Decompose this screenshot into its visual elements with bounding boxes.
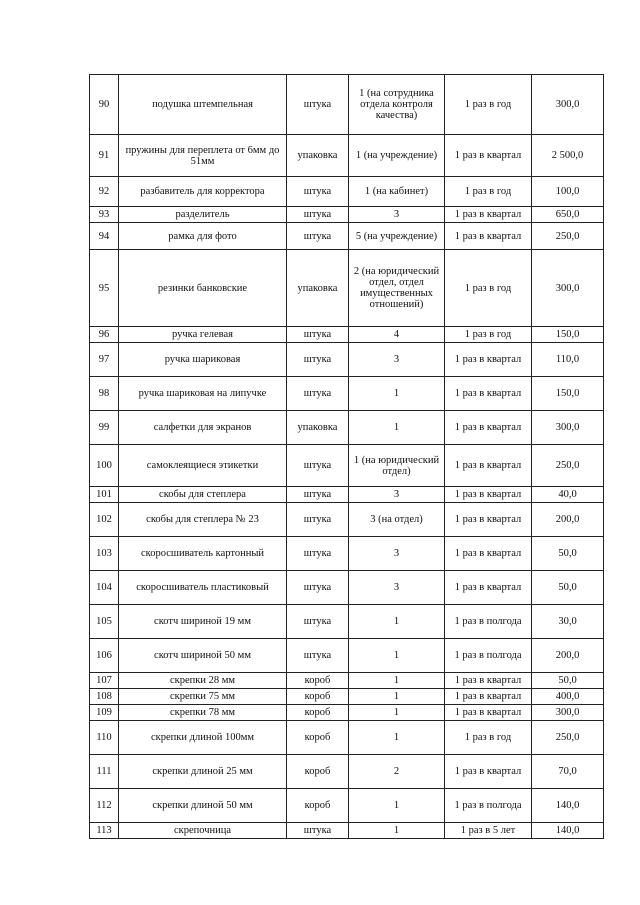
cell-quantity: 1 [349,377,445,411]
cell-number: 101 [90,487,119,503]
cell-unit: короб [287,721,349,755]
cell-number: 93 [90,207,119,223]
table-row [90,705,604,721]
supply-norms-table [89,74,604,839]
cell-frequency: 1 раз в квартал [445,445,532,487]
cell-number: 95 [90,250,119,327]
cell-quantity: 2 (на юридический отдел, отдел имущественных отношений) [349,250,445,327]
cell-quantity: 3 [349,207,445,223]
cell-item-name: рамка для фото [119,223,287,250]
table-row [90,445,604,487]
cell-price: 2 500,0 [532,135,604,177]
cell-quantity: 3 [349,537,445,571]
table-row [90,327,604,343]
table-row [90,250,604,327]
cell-item-name: салфетки для экранов [119,411,287,445]
cell-item-name: ручка шариковая на липучке [119,377,287,411]
cell-price: 200,0 [532,503,604,537]
cell-number: 109 [90,705,119,721]
table-row [90,639,604,673]
cell-frequency: 1 раз в квартал [445,755,532,789]
cell-frequency: 1 раз в квартал [445,571,532,605]
cell-item-name: скрепки длиной 100мм [119,721,287,755]
cell-quantity: 1 (на учреждение) [349,135,445,177]
cell-number: 94 [90,223,119,250]
cell-item-name: пружины для переплета от 6мм до 51мм [119,135,287,177]
cell-item-name: ручка гелевая [119,327,287,343]
cell-item-name: скобы для степлера [119,487,287,503]
cell-frequency: 1 раз в год [445,250,532,327]
cell-quantity: 4 [349,327,445,343]
cell-unit: штука [287,343,349,377]
cell-frequency: 1 раз в квартал [445,503,532,537]
cell-unit: штука [287,327,349,343]
cell-unit: штука [287,503,349,537]
cell-number: 104 [90,571,119,605]
cell-quantity: 1 [349,639,445,673]
cell-quantity: 1 [349,789,445,823]
cell-quantity: 3 [349,487,445,503]
cell-item-name: самоклеящиеся этикетки [119,445,287,487]
cell-unit: упаковка [287,250,349,327]
cell-quantity: 1 [349,705,445,721]
cell-number: 97 [90,343,119,377]
cell-quantity: 5 (на учреждение) [349,223,445,250]
cell-frequency: 1 раз в полгода [445,639,532,673]
cell-item-name: скрепки 28 мм [119,673,287,689]
cell-item-name: скрепки 75 мм [119,689,287,705]
cell-item-name: скрепки длиной 50 мм [119,789,287,823]
cell-frequency: 1 раз в год [445,177,532,207]
cell-number: 102 [90,503,119,537]
cell-frequency: 1 раз в квартал [445,377,532,411]
cell-frequency: 1 раз в квартал [445,537,532,571]
cell-unit: штука [287,223,349,250]
cell-price: 300,0 [532,705,604,721]
cell-quantity: 1 [349,673,445,689]
cell-number: 99 [90,411,119,445]
cell-frequency: 1 раз в полгода [445,605,532,639]
cell-quantity: 2 [349,755,445,789]
cell-unit: штука [287,75,349,135]
cell-price: 30,0 [532,605,604,639]
cell-unit: штука [287,571,349,605]
cell-unit: штука [287,207,349,223]
cell-quantity: 1 [349,823,445,839]
table-row [90,223,604,250]
cell-number: 113 [90,823,119,839]
table-row [90,605,604,639]
cell-unit: упаковка [287,135,349,177]
cell-number: 96 [90,327,119,343]
cell-frequency: 1 раз в квартал [445,207,532,223]
cell-frequency: 1 раз в квартал [445,705,532,721]
table-row [90,503,604,537]
cell-frequency: 1 раз в квартал [445,343,532,377]
table-row [90,207,604,223]
table-row [90,343,604,377]
cell-price: 250,0 [532,721,604,755]
cell-item-name: скобы для степлера № 23 [119,503,287,537]
cell-number: 92 [90,177,119,207]
cell-price: 50,0 [532,673,604,689]
table-row [90,689,604,705]
cell-frequency: 1 раз в год [445,75,532,135]
cell-item-name: разбавитель для корректора [119,177,287,207]
table-row [90,673,604,689]
cell-quantity: 1 [349,721,445,755]
cell-unit: штука [287,487,349,503]
cell-quantity: 1 [349,605,445,639]
cell-price: 40,0 [532,487,604,503]
cell-unit: штука [287,605,349,639]
cell-number: 107 [90,673,119,689]
table-row [90,377,604,411]
cell-quantity: 1 [349,411,445,445]
cell-frequency: 1 раз в квартал [445,411,532,445]
cell-unit: штука [287,537,349,571]
cell-price: 300,0 [532,75,604,135]
cell-unit: короб [287,789,349,823]
cell-item-name: скотч шириной 50 мм [119,639,287,673]
cell-item-name: ручка шариковая [119,343,287,377]
cell-price: 50,0 [532,537,604,571]
cell-price: 70,0 [532,755,604,789]
cell-quantity: 1 (на сотрудника отдела контроля качества) [349,75,445,135]
cell-number: 112 [90,789,119,823]
cell-number: 105 [90,605,119,639]
cell-item-name: скоросшиватель пластиковый [119,571,287,605]
cell-unit: штука [287,177,349,207]
cell-number: 103 [90,537,119,571]
cell-frequency: 1 раз в квартал [445,689,532,705]
cell-number: 106 [90,639,119,673]
table-row [90,537,604,571]
cell-item-name: разделитель [119,207,287,223]
cell-unit: короб [287,673,349,689]
cell-frequency: 1 раз в 5 лет [445,823,532,839]
cell-price: 50,0 [532,571,604,605]
table-row [90,789,604,823]
cell-item-name: скотч шириной 19 мм [119,605,287,639]
cell-item-name: скрепки длиной 25 мм [119,755,287,789]
cell-price: 100,0 [532,177,604,207]
cell-number: 110 [90,721,119,755]
cell-price: 300,0 [532,250,604,327]
cell-price: 150,0 [532,377,604,411]
cell-item-name: скрепочница [119,823,287,839]
cell-number: 108 [90,689,119,705]
cell-unit: короб [287,705,349,721]
cell-item-name: резинки банковские [119,250,287,327]
cell-frequency: 1 раз в квартал [445,487,532,503]
cell-price: 400,0 [532,689,604,705]
cell-unit: штука [287,639,349,673]
cell-quantity: 3 [349,571,445,605]
cell-item-name: скрепки 78 мм [119,705,287,721]
table-row [90,721,604,755]
cell-unit: штука [287,377,349,411]
table-body [90,75,604,839]
cell-quantity: 1 [349,689,445,705]
cell-number: 90 [90,75,119,135]
cell-price: 250,0 [532,223,604,250]
cell-frequency: 1 раз в год [445,327,532,343]
cell-price: 250,0 [532,445,604,487]
cell-item-name: скоросшиватель картонный [119,537,287,571]
cell-quantity: 3 [349,343,445,377]
table-row [90,135,604,177]
cell-unit: короб [287,689,349,705]
cell-item-name: подушка штемпельная [119,75,287,135]
table-row [90,571,604,605]
cell-number: 98 [90,377,119,411]
cell-price: 110,0 [532,343,604,377]
table-row [90,755,604,789]
cell-unit: штука [287,823,349,839]
cell-unit: штука [287,445,349,487]
cell-unit: упаковка [287,411,349,445]
table-row [90,823,604,839]
cell-price: 300,0 [532,411,604,445]
table-row [90,75,604,135]
cell-price: 140,0 [532,823,604,839]
cell-frequency: 1 раз в квартал [445,673,532,689]
cell-quantity: 3 (на отдел) [349,503,445,537]
table-row [90,411,604,445]
cell-price: 150,0 [532,327,604,343]
cell-price: 200,0 [532,639,604,673]
cell-frequency: 1 раз в квартал [445,223,532,250]
table-row [90,487,604,503]
cell-number: 111 [90,755,119,789]
cell-frequency: 1 раз в квартал [445,135,532,177]
cell-price: 140,0 [532,789,604,823]
cell-number: 91 [90,135,119,177]
cell-number: 100 [90,445,119,487]
cell-quantity: 1 (на юридический отдел) [349,445,445,487]
cell-unit: короб [287,755,349,789]
table-row [90,177,604,207]
cell-quantity: 1 (на кабинет) [349,177,445,207]
cell-frequency: 1 раз в полгода [445,789,532,823]
cell-price: 650,0 [532,207,604,223]
cell-frequency: 1 раз в год [445,721,532,755]
